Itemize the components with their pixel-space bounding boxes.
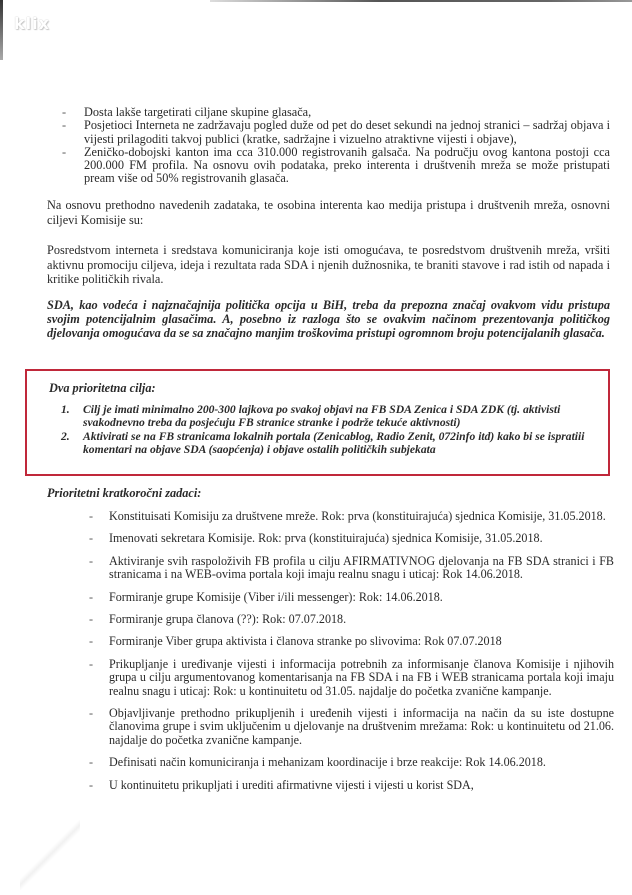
priority-goals-box <box>25 369 610 476</box>
task-item: - Konstituisati Komisiju za društvene mreže. Rok: prva (konstituirajuća) sjednica Komisije, 31.05.2018. <box>87 510 614 523</box>
goal-text: Aktivirati se na FB stranicama lokalnih portala (Zenicablog, Radio Zenit, 072info itd) kako bi se ispratiii komentari na objave SDA (saopćenja) i objave ostalih političkih subjekata <box>83 430 585 456</box>
priority-goal-item <box>61 403 591 429</box>
sda-statement-paragraph: SDA, kao vodeća i najznačajnija politička opcija u BiH, treba da prepozna značaj ovakvom vidu pristupa svojim potencijalnim glasačima. A, posebno iz razloga što se ovakvim načinom prezentovanja političkog djelovanja omogućava da se sa značajno manjim troškovima pristupi ogromnom broju potencijalanih glasača. <box>47 298 610 341</box>
intro-bullet-list <box>62 106 610 186</box>
task-item: - Prikupljanje i uređivanje vijesti i informacija potrebnih za informisanje članova Komisije i njihovih grupa u cilju argumentovanog komentarisanja na FB SDA i na FB i WEB stranicama portala koji imaju realnu snagu i uticaj: Rok: u kontinuitetu od 31.05. najdalje do početka zvanične kampanje. <box>87 658 614 698</box>
task-item: - Objavljivanje prethodno prikupljenih i uređenih vijesti i informacija na način da su iste dostupne članovima grupe i svim uključenim u djelovanje na društvenim mrežama: Rok: u kontinuitetu od 21.06. najdalje do početka zvanične kampanje. <box>87 707 614 747</box>
goals-main-paragraph: Posredstvom interneta i sredstava komuniciranja koje isti omogućava, te posredstvom društvenih mreža, vršiti aktivnu promociju ciljeva, ideja i rezultata rada SDA i njenih dužnosnika, te braniti stavove i rad istih od napada i kritike političkih rivala. <box>47 243 610 286</box>
task-item: - U kontinuitetu prikupljati i urediti afirmativne vijesti i vijesti u korist SDA, <box>87 779 614 792</box>
task-item: - Formiranje Viber grupa aktivista i članova stranke po slivovima: Rok 07.07.2018 <box>87 635 614 648</box>
scan-edge-left <box>0 0 3 60</box>
scan-edge-top <box>210 0 632 2</box>
intro-bullet: - Zeničko-dobojski kanton ima cca 310.000 registrovanih galsača. Na području ovog kantona postoji cca 200.000 FM profila. Na osnovu ovih podataka, preko interenta i društvenih mreža se može pristupati pream više od 50% registrovanih glasača. <box>62 146 610 186</box>
tasks-list <box>87 510 614 801</box>
priority-goals-list <box>61 403 591 457</box>
task-item: - Aktiviranje svih raspoloživih FB profila u cilju AFIRMATIVNOG djelovanja na FB SDA stranici i FB stranicama i na WEB-ovima portala koji imaju realnu snagu i uticaj: Rok 14.06.2018. <box>87 555 614 582</box>
goal-text: Cilj je imati minimalno 200-300 lajkova po svakoj objavi na FB SDA Zenica i SDA ZDK (tj. aktivisti svakodnevno treba da posjećuju FB stranice stranke i podrže tekuće aktivnosti) <box>83 403 561 429</box>
intro-bullet: - Posjetioci Interneta ne zadržavaju pogled duže od pet do deset sekundi na jednoj stranici – sadržaj objava i vijesti prilagoditi takvoj publici (kratke, sadržajne i vizuelno atraktivne vijesti i objave), <box>62 119 610 146</box>
scan-smudge <box>20 820 80 890</box>
tasks-heading: Prioritetni kratkoročni zadaci: <box>47 486 202 500</box>
goal-number: 2. <box>61 430 70 443</box>
goal-number: 1. <box>61 403 70 416</box>
goals-intro-paragraph: Na osnovu prethodno navedenih zadataka, te osobina interenta kao medija pristupa i društvenih mreža, osnovni ciljevi Komisije su: <box>47 198 610 227</box>
task-item: - Formiranje grupa članova (??): Rok: 07.07.2018. <box>87 613 614 626</box>
task-item: - Formiranje grupe Komisije (Viber i/ili messenger): Rok: 14.06.2018. <box>87 591 614 604</box>
task-item: - Imenovati sekretara Komisije. Rok: prva (konstituirajuća) sjednica Komisije, 31.05.2018. <box>87 532 614 545</box>
priority-goals-title: Dva prioritetna cilja: <box>49 381 156 395</box>
intro-bullet: - Dosta lakše targetirati ciljane skupine glasača, <box>62 106 610 119</box>
task-item: - Definisati način komuniciranja i mehanizam koordinacije i brze reakcije: Rok 14.06.2018. <box>87 756 614 769</box>
priority-goal-item <box>61 430 591 456</box>
watermark-logo: klix <box>14 14 50 33</box>
